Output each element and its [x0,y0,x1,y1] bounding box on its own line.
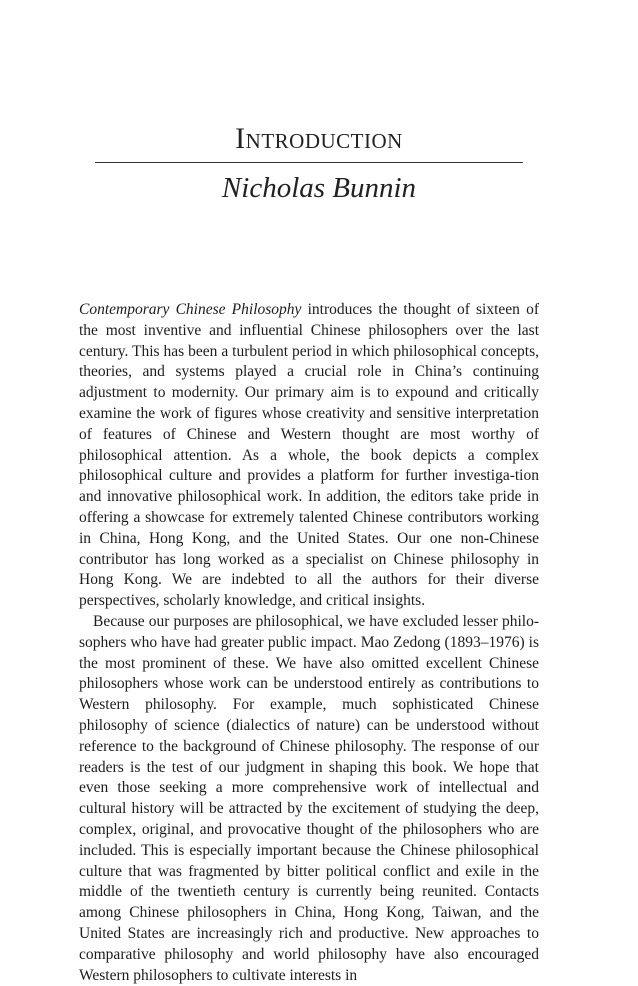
paragraph-2: Because our purposes are philosophical, we have excluded lesser philosophers who have had greater public impact. Mao Zedong (1893–1976) is the most prominent of these. We have also omitted excellent Chinese philosophers whose work can be understood entirely as contributions to Western philosophy. For example, much sophisticated Chinese philosophy of science (dialectics of nature) can be understood without reference to the background of Chinese philosophy. The response of our readers is the test of our judgment in shaping this book. We hope that even those seeking a more comprehensive work of intellectual and cultural history will be attracted by the excitement of studying the deep, complex, original, and provocative thought of the philosophers who are included. This is especially important because the Chinese philosophical culture that was fragmented by bitter political conflict and exile in the middle of the twentieth century is currently being reunited. Contacts among Chinese philosophers in China, Hong Kong, Taiwan, and the United States are increasingly rich and productive. New approaches to comparative philosophy and world philosophy have also encouraged Western philosophers to cultivate interests in [79,612,539,984]
chapter-author: Nicholas Bunnin [221,172,417,204]
chapter-title: Introduction [235,122,403,155]
paragraph-1 [79,300,539,612]
paragraph-1-text: introduces the thought of sixteen of the most inventive and influential Chinese philosophers over the last century. This has been a turbulent period in which philosophical concepts, theories, and systems played a crucial role in China’s continuing adjustment to modernity. Our primary aim is to expound and critically examine the work of figures whose creativity and sensitive interpretation of features of Chinese and Western thought are most worthy of philosophical attention. As a whole, the book depicts a complex philosophical culture and provides a platform for further investiga-tion and innovative philosophical work. In addition, the editors take pride in offering a showcase for extremely talented Chinese contributors working in China, Hong Kong, and the United States. Our one non-Chinese contributor has long worked as a specialist on Chinese philosophy in Hong Kong. We are indebted to all the authors for their diverse perspectives, scholarly knowledge, and critical insights. [79,301,539,610]
book-title-reference: Contemporary Chinese Philosophy [79,301,302,318]
chapter-body [79,300,539,986]
title-divider [95,162,523,163]
